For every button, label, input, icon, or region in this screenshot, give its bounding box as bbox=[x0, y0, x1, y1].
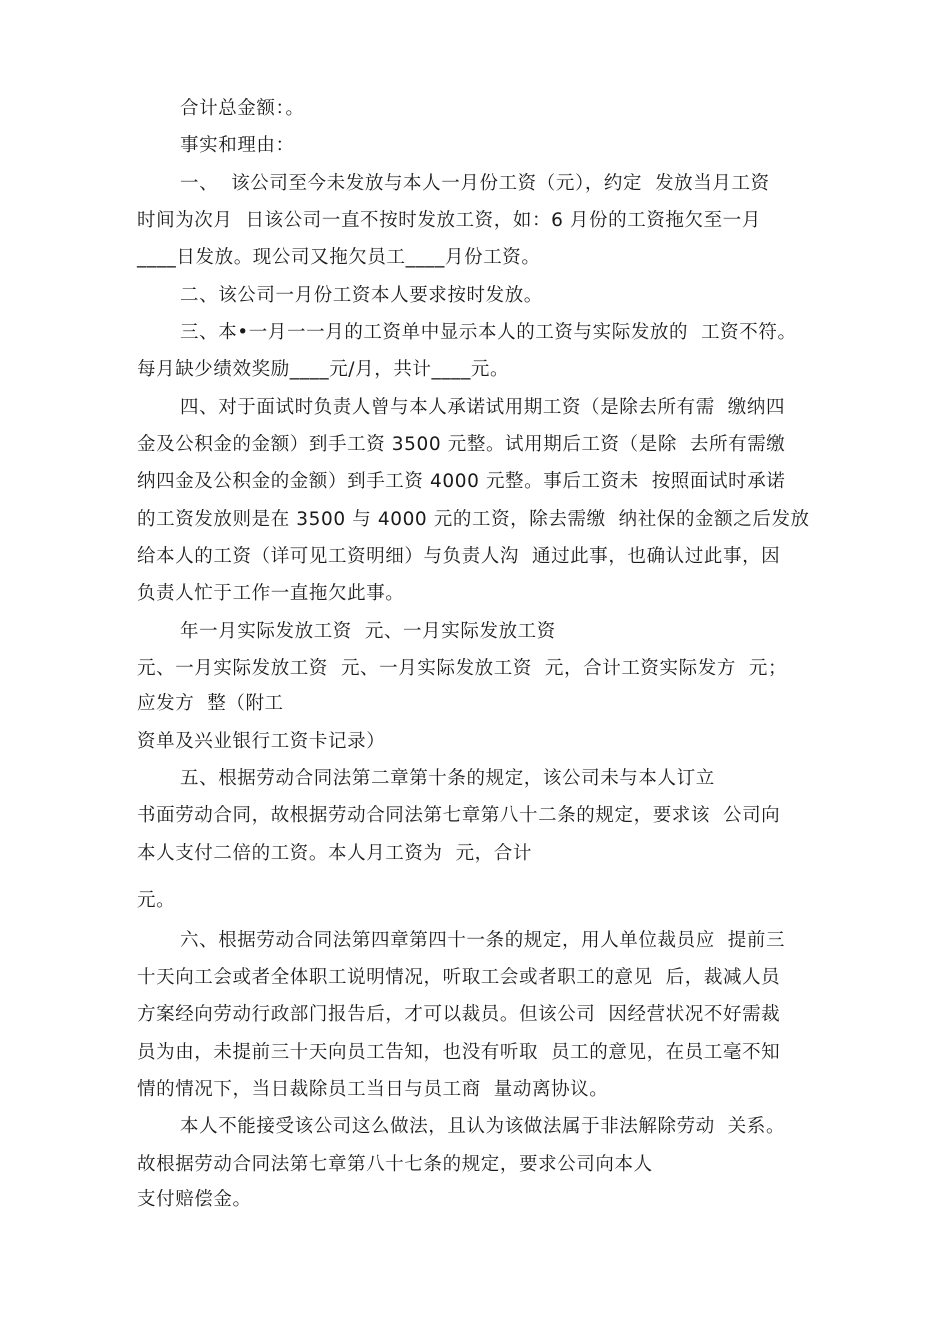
paragraph-6-line-2: 十天向工会或者全体职工说明情况，听取工会或者职工的意见 后，裁减人员 bbox=[137, 967, 781, 988]
paragraph-7-line-2: 故根据劳动合同法第七章第八十七条的规定，要求公司向本人 bbox=[137, 1154, 653, 1175]
paragraph-5-line-4: 元。 bbox=[137, 890, 176, 911]
paragraph-2-line-1: 二、该公司一月份工资本人要求按时发放。 bbox=[180, 285, 543, 306]
paragraph-1-line-1: 一、 该公司至今未发放与本人一月份工资（元），约定 发放当月工资 bbox=[180, 173, 770, 194]
facts-heading: 事实和理由： bbox=[180, 135, 295, 156]
paragraph-4-line-2: 金及公积金的金额）到手工资 3500 元整。试用期后工资（是除 去所有需缴 bbox=[137, 434, 786, 455]
paragraph-6-line-3: 方案经向劳动行政部门报告后，才可以裁员。但该公司 因经营状况不好需裁 bbox=[137, 1004, 781, 1025]
paragraph-4-line-4: 的工资发放则是在 3500 与 4000 元的工资，除去需缴 纳社保的金额之后发放 bbox=[137, 509, 810, 530]
paragraph-6-line-1: 六、根据劳动合同法第四章第四十一条的规定，用人单位裁员应 提前三 bbox=[180, 930, 786, 951]
paragraph-4-line-1: 四、对于面试时负责人曾与本人承诺试用期工资（是除去所有需 缴纳四 bbox=[180, 397, 786, 418]
salary-summary-line-3: 应发方 整（附工 bbox=[137, 693, 284, 714]
paragraph-3-line-2: 每月缺少绩效奖励____元/月，共计____元。 bbox=[137, 359, 510, 380]
paragraph-7-line-1: 本人不能接受该公司这么做法，且认为该做法属于非法解除劳动 关系。 bbox=[180, 1116, 786, 1137]
paragraph-4-line-6: 负责人忙于工作一直拖欠此事。 bbox=[137, 583, 405, 604]
paragraph-1-line-3: ____日发放。现公司又拖欠员工____月份工资。 bbox=[137, 247, 541, 268]
salary-summary-line-2: 元、一月实际发放工资 元、一月实际发放工资 元，合计工资实际发方 元； bbox=[137, 658, 788, 679]
paragraph-4-line-5: 给本人的工资（详可见工资明细）与负责人沟 通过此事，也确认过此事，因 bbox=[137, 546, 781, 567]
paragraph-5-line-1: 五、根据劳动合同法第二章第十条的规定，该公司未与本人订立 bbox=[180, 768, 715, 789]
paragraph-5-line-3: 本人支付二倍的工资。本人月工资为 元，合计 bbox=[137, 843, 532, 864]
paragraph-6-line-4: 员为由，未提前三十天向员工告知，也没有听取 员工的意见，在员工毫不知 bbox=[137, 1042, 781, 1063]
paragraph-7-line-3: 支付赔偿金。 bbox=[137, 1189, 252, 1210]
paragraph-6-line-5: 情的情况下，当日裁除员工当日与员工商 量动离协议。 bbox=[137, 1079, 609, 1100]
salary-summary-line-1: 年一月实际发放工资 元、一月实际发放工资 bbox=[180, 621, 556, 642]
paragraph-4-line-3: 纳四金及公积金的金额）到手工资 4000 元整。事后工资未 按照面试时承诺 bbox=[137, 471, 786, 492]
salary-summary-line-4: 资单及兴业银行工资卡记录） bbox=[137, 731, 386, 752]
paragraph-1-line-2: 时间为次月 日该公司一直不按时发放工资，如：6 月份的工资拖欠至一月 bbox=[137, 210, 761, 231]
total-amount-line: 合计总金额：。 bbox=[180, 98, 305, 119]
paragraph-5-line-2: 书面劳动合同，故根据劳动合同法第七章第八十二条的规定，要求该 公司向 bbox=[137, 805, 781, 826]
paragraph-3-line-1: 三、本•一月一一月的工资单中显示本人的工资与实际发放的 工资不符。 bbox=[180, 322, 797, 343]
